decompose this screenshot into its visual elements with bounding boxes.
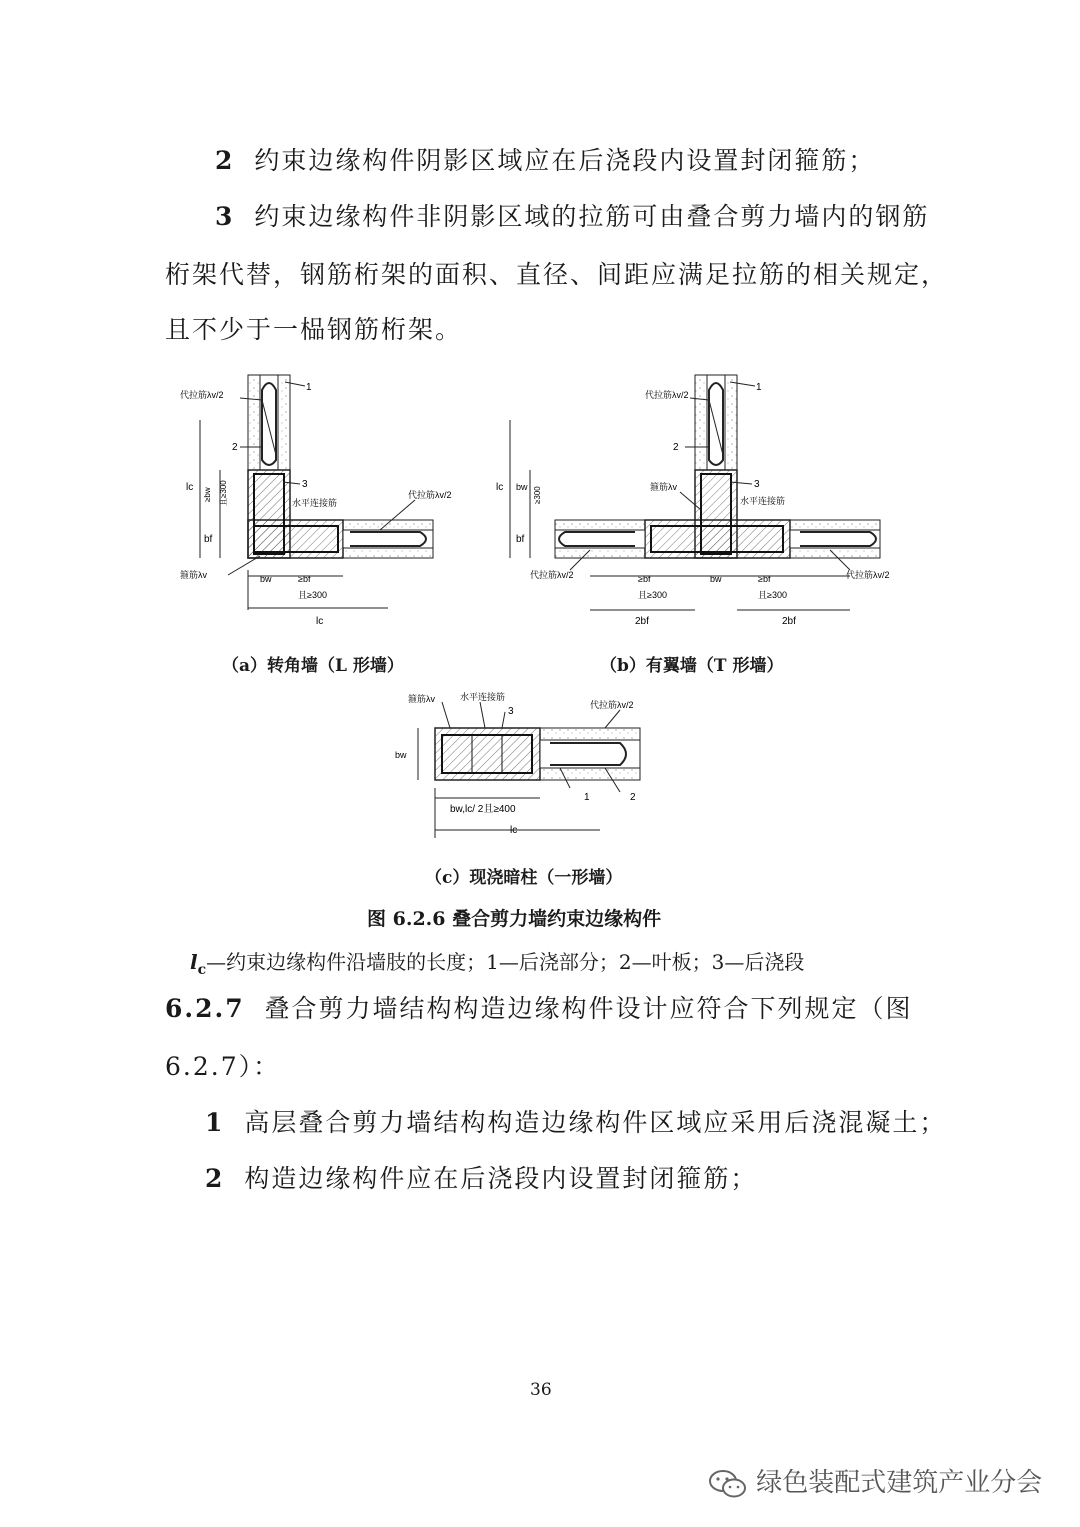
fig-a-dim-bf-left: bf <box>204 534 213 545</box>
fig-b-dim-bw-mid: bw <box>710 574 722 584</box>
figure-legend <box>190 946 804 978</box>
fig-a-dim-lc-bottom: lc <box>316 616 324 627</box>
fig-b-label-stirrup: 箍筋λv <box>650 482 678 492</box>
clause-6-2-7-line2: 6.2.7）： <box>165 1052 281 1081</box>
watermark-text: 绿色装配式建筑产业分会 <box>756 1468 1043 1498</box>
fig-a-label-stirrup: 箍筋λv <box>180 570 208 580</box>
clause-text: 叠合剪力墙结构构造边缘构件设计应符合下列规定（图 <box>264 994 913 1023</box>
figure-b-caption: （b）有翼墙（T 形墙） <box>600 656 784 676</box>
legend-symbol-sub: c <box>197 962 207 978</box>
fig-a-label-tie-right: 代拉筋λv/2 <box>408 490 452 500</box>
fig-b-dim-ge300-1: 且≥300 <box>638 590 667 600</box>
fig-a-label-1: 1 <box>306 382 312 393</box>
fig-a-dim-lc-left: lc <box>186 482 194 493</box>
fig-b-label-tie-right: 代拉筋λv/2 <box>846 570 890 580</box>
fig-a-dim-bw-bottom: bw <box>260 574 272 584</box>
clause-text: 约束边缘构件非阴影区域的拉筋可由叠合剪力墙内的钢筋 <box>254 202 930 231</box>
fig-c-label-2: 2 <box>630 792 636 803</box>
fig-a-dim-ge300-bottom: 且≥300 <box>298 590 327 600</box>
fig-a-dim-ge300: 且≥300 <box>219 480 228 506</box>
clause-number: 6.2.7 <box>165 994 245 1023</box>
fig-c-label-1: 1 <box>584 792 590 803</box>
fig-a-dim-ge-bf: ≥bf <box>298 574 311 584</box>
fig-c-label-3: 3 <box>508 706 514 717</box>
page-number: 36 <box>530 1380 552 1400</box>
legend-symbol: l <box>190 950 198 974</box>
clause-bottom-1 <box>205 1106 946 1140</box>
clause-text: 构造边缘构件应在后浇段内设置封闭箍筋； <box>244 1164 758 1193</box>
fig-b-dim-ge300: ≥300 <box>533 486 542 504</box>
fig-b-dim-ge-bf-1: ≥bf <box>638 574 651 584</box>
figure-c-straight-wall <box>390 688 680 848</box>
fig-b-dim-2bf-2: 2bf <box>782 616 796 627</box>
fig-c-label-tie: 代拉筋λv/2 <box>590 700 634 710</box>
fig-b-dim-ge300-2: 且≥300 <box>758 590 787 600</box>
clause-3-line3: 且不少于一榀钢筋桁架。 <box>165 315 463 344</box>
fig-a-label-tie-top: 代拉筋λv/2 <box>180 390 224 400</box>
fig-c-label-stirrup: 箍筋λv <box>408 694 436 704</box>
figure-b-t-wall <box>490 370 900 630</box>
fig-b-label-horiz: 水平连接筋 <box>740 496 786 506</box>
clause-number: 1 <box>205 1108 225 1137</box>
fig-b-dim-lc-left: lc <box>496 482 504 493</box>
clause-number: 2 <box>215 146 235 175</box>
figure-a-l-wall <box>180 370 460 630</box>
fig-b-dim-2bf-1: 2bf <box>635 616 649 627</box>
fig-c-dim: bw,lc/ 2且≥400 <box>450 804 516 815</box>
fig-c-dim-bw-left: bw <box>395 750 407 760</box>
fig-b-dim-bw-left: bw <box>516 482 528 492</box>
legend-text: —约束边缘构件沿墙肢的长度；1—后浇部分；2—叶板；3—后浇段 <box>206 950 805 974</box>
fig-c-dim-lc: lc <box>510 825 518 836</box>
figure-title: 图 6.2.6 叠合剪力墙约束边缘构件 <box>367 908 662 930</box>
clause-text: 约束边缘构件阴影区域应在后浇段内设置封闭箍筋； <box>254 146 876 175</box>
figure-c-caption: （c）现浇暗柱（一形墙） <box>425 868 623 888</box>
fig-c-label-horiz: 水平连接筋 <box>460 692 506 702</box>
clause-2 <box>215 144 875 178</box>
watermark <box>708 1462 1042 1500</box>
clause-text: 高层叠合剪力墙结构构造边缘构件区域应采用后浇混凝土； <box>244 1108 947 1137</box>
fig-b-label-tie-top: 代拉筋λv/2 <box>645 390 689 400</box>
fig-a-label-2: 2 <box>232 442 238 453</box>
clause-number: 3 <box>215 202 235 231</box>
clause-6-2-7-line1 <box>165 992 913 1026</box>
fig-b-label-1: 1 <box>756 382 762 393</box>
clause-number: 2 <box>205 1164 225 1193</box>
fig-a-dim-ge-bw: ≥bw <box>203 487 212 502</box>
fig-b-label-tie-left: 代拉筋λv/2 <box>530 570 574 580</box>
fig-a-label-3: 3 <box>302 479 308 490</box>
fig-b-dim-bf-left: bf <box>516 534 525 545</box>
clause-3-line2: 桁架代替，钢筋桁架的面积、直径、间距应满足拉筋的相关规定， <box>165 260 949 289</box>
clause-3-line1 <box>215 200 929 234</box>
wechat-icon <box>708 1468 748 1500</box>
fig-a-label-horiz: 水平连接筋 <box>292 498 338 508</box>
fig-b-dim-ge-bf-2: ≥bf <box>758 574 771 584</box>
fig-b-label-3: 3 <box>754 479 760 490</box>
clause-bottom-2 <box>205 1162 757 1196</box>
fig-b-label-2: 2 <box>673 442 679 453</box>
figure-a-caption: （a）转角墙（L 形墙） <box>222 656 404 676</box>
